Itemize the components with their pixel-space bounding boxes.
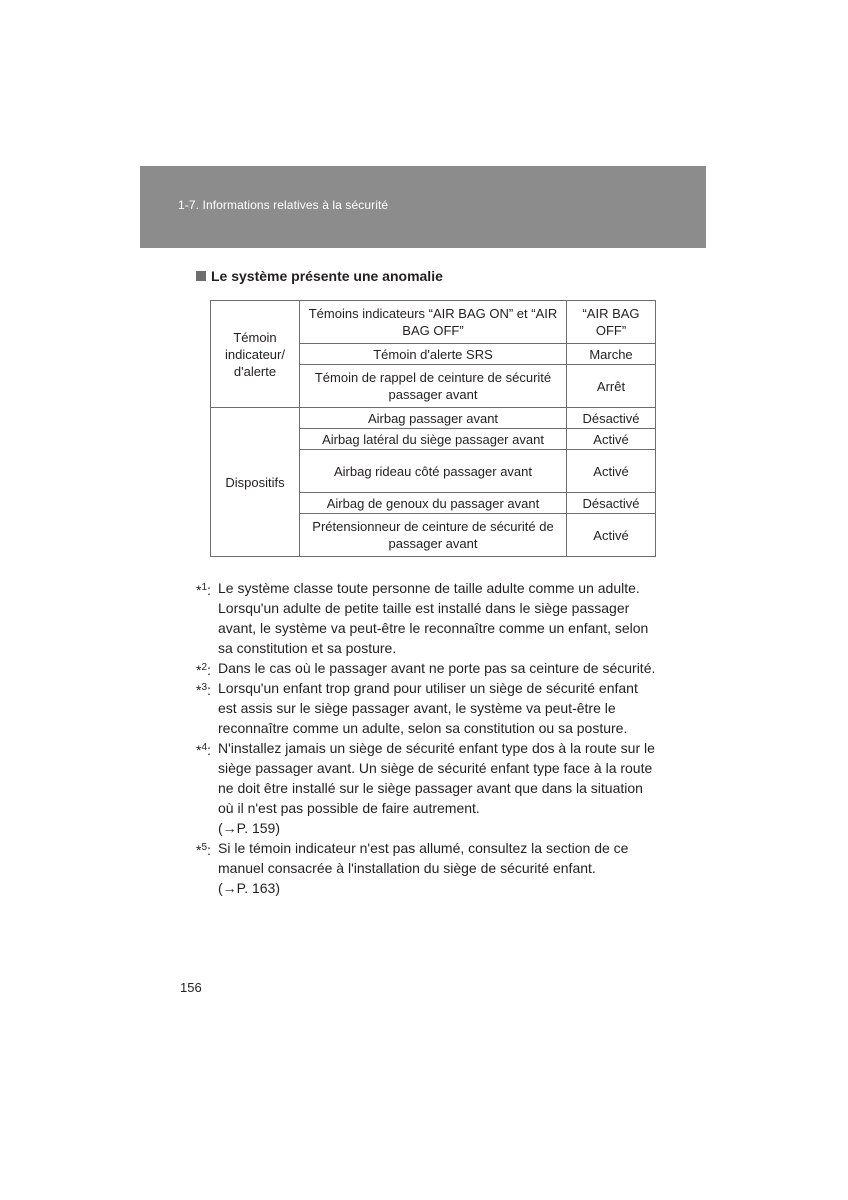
footnote xyxy=(196,738,656,838)
footnote xyxy=(196,838,656,898)
status-table xyxy=(210,300,656,557)
table-cell-item: Airbag de genoux du passager avant xyxy=(300,493,567,514)
table-cell-status: Désactivé xyxy=(567,408,656,429)
table-row xyxy=(211,301,656,344)
table-cell-status: Activé xyxy=(567,450,656,493)
table-cell-item: Témoin de rappel de ceinture de sécurité passager avant xyxy=(300,365,567,408)
table-cell-item: Témoins indicateurs “AIR BAG ON” et “AIR BAG OFF” xyxy=(300,301,567,344)
table-cell-item: Témoin d'alerte SRS xyxy=(300,344,567,365)
table-cell-status: Désactivé xyxy=(567,493,656,514)
table-cell-item: Airbag rideau côté passager avant xyxy=(300,450,567,493)
footnote xyxy=(196,658,656,678)
square-bullet-icon xyxy=(196,271,206,281)
page-reference: (→P. 163) xyxy=(218,880,280,896)
table-cell-item: Airbag passager avant xyxy=(300,408,567,429)
table-cell-item: Prétensionneur de ceinture de sécurité de passager avant xyxy=(300,514,567,557)
section-header-title: 1-7. Informations relatives à la sécurité xyxy=(178,198,389,212)
footnote-marker: *$^4$: xyxy=(196,742,211,758)
footnote-text: N'installez jamais un siège de sécurité enfant type dos à la route sur le siège passager avant. Un siège de sécurité enfant type face à la route ne doit être installé sur le siège passager avant que dans la situation où il n'est pas possible de faire autrement. xyxy=(218,740,655,816)
footnotes xyxy=(196,578,656,898)
table-cell-status: Arrêt xyxy=(567,365,656,408)
footnote-marker: *$^5$: xyxy=(196,842,211,858)
table-cell-status: Activé xyxy=(567,514,656,557)
footnote-text: Le système classe toute personne de taille adulte comme un adulte. Lorsqu'un adulte de petite taille est installé dans le siège passager avant, le système va peut-être le reconnaître comme un enfant, selon sa constitution et sa posture. xyxy=(218,580,649,656)
footnote-text: Lorsqu'un enfant trop grand pour utiliser un siège de sécurité enfant est assis sur le siège passager avant, le système va peut-être le reconnaître comme un adulte, selon sa constitution ou sa posture. xyxy=(218,680,638,736)
footnote-marker: *$^3$: xyxy=(196,682,211,698)
table-row xyxy=(211,408,656,429)
footnote xyxy=(196,578,656,658)
footnote-marker: *$^2$: xyxy=(196,662,211,678)
group-label-warning-lights: Témoin indicateur/ d'alerte xyxy=(211,301,300,408)
page-reference: (→P. 159) xyxy=(218,820,280,836)
footnote-text: Si le témoin indicateur n'est pas allumé, consultez la section de ce manuel consacrée à l'installation du siège de sécurité enfant. xyxy=(218,840,629,876)
section-header-band xyxy=(140,166,706,248)
table-cell-item: Airbag latéral du siège passager avant xyxy=(300,429,567,450)
table-cell-status: Marche xyxy=(567,344,656,365)
footnote xyxy=(196,678,656,738)
table-cell-status: Activé xyxy=(567,429,656,450)
table-cell-status: “AIR BAG OFF” xyxy=(567,301,656,344)
page-number: 156 xyxy=(180,980,202,995)
footnote-text: Dans le cas où le passager avant ne porte pas sa ceinture de sécurité. xyxy=(218,660,656,676)
footnote-marker: *$^1$: xyxy=(196,582,211,598)
group-label-devices: Dispositifs xyxy=(211,408,300,557)
section-title-text: Le système présente une anomalie xyxy=(211,268,443,284)
section-title xyxy=(196,268,443,284)
